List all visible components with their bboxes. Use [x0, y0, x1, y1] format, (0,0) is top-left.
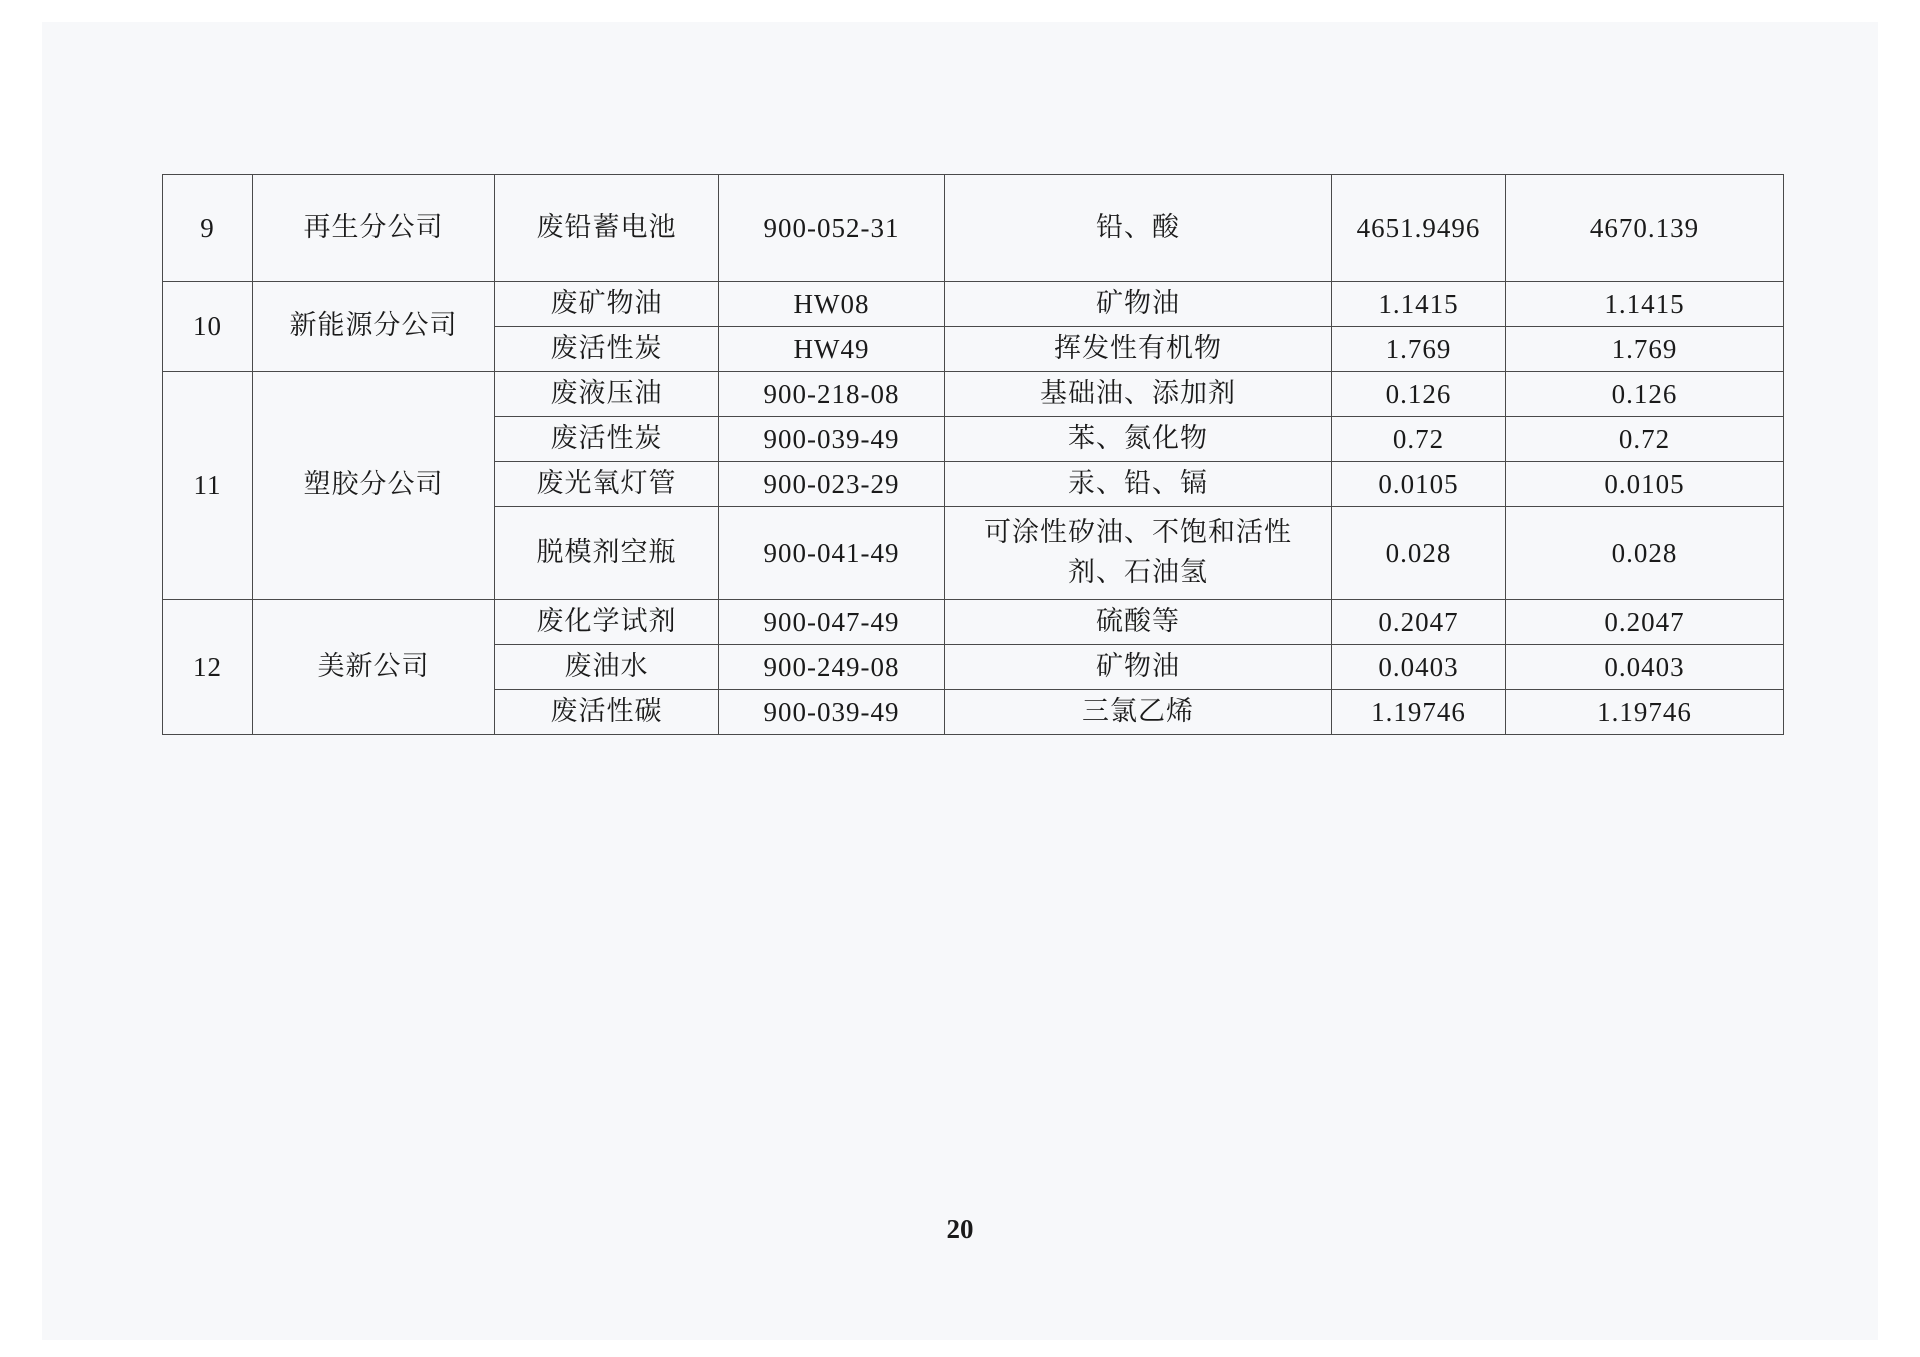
amount-b: 0.126: [1506, 372, 1784, 417]
waste-components: 矿物油: [945, 282, 1332, 327]
amount-b: 1.19746: [1506, 690, 1784, 735]
amount-a: 1.19746: [1332, 690, 1506, 735]
waste-name: 废光氧灯管: [495, 462, 719, 507]
waste-name: 废活性碳: [495, 690, 719, 735]
waste-name: 废矿物油: [495, 282, 719, 327]
amount-b: 0.2047: [1506, 600, 1784, 645]
waste-components: 汞、铅、镉: [945, 462, 1332, 507]
amount-b: 0.0403: [1506, 645, 1784, 690]
waste-name: 废铅蓄电池: [495, 175, 719, 282]
company-name: 新能源分公司: [253, 282, 495, 372]
waste-components: 矿物油: [945, 645, 1332, 690]
waste-components: 挥发性有机物: [945, 327, 1332, 372]
waste-code: HW49: [719, 327, 945, 372]
amount-a: 0.2047: [1332, 600, 1506, 645]
amount-a: 0.0105: [1332, 462, 1506, 507]
waste-components: 苯、氮化物: [945, 417, 1332, 462]
waste-components: 硫酸等: [945, 600, 1332, 645]
waste-name: 废化学试剂: [495, 600, 719, 645]
table-row: [163, 600, 1784, 645]
waste-name: 废油水: [495, 645, 719, 690]
page-number: 20: [946, 1214, 974, 1244]
waste-name: 脱模剂空瓶: [495, 507, 719, 600]
amount-a: 0.028: [1332, 507, 1506, 600]
waste-components: 可涂性矽油、不饱和活性剂、石油氢: [945, 507, 1332, 600]
row-index: 11: [163, 372, 253, 600]
amount-a: 0.0403: [1332, 645, 1506, 690]
table-row: [163, 282, 1784, 327]
row-index: 10: [163, 282, 253, 372]
waste-code: 900-218-08: [719, 372, 945, 417]
waste-code: 900-047-49: [719, 600, 945, 645]
table-row: [163, 175, 1784, 282]
waste-components: 三氯乙烯: [945, 690, 1332, 735]
waste-components: 基础油、添加剂: [945, 372, 1332, 417]
waste-code: 900-249-08: [719, 645, 945, 690]
amount-b: 1.769: [1506, 327, 1784, 372]
waste-components: 铅、酸: [945, 175, 1332, 282]
waste-code: 900-039-49: [719, 417, 945, 462]
row-index: 12: [163, 600, 253, 735]
waste-name: 废活性炭: [495, 417, 719, 462]
company-name: 美新公司: [253, 600, 495, 735]
amount-a: 4651.9496: [1332, 175, 1506, 282]
waste-code: 900-041-49: [719, 507, 945, 600]
waste-code: 900-052-31: [719, 175, 945, 282]
company-name: 再生分公司: [253, 175, 495, 282]
amount-a: 1.769: [1332, 327, 1506, 372]
amount-a: 1.1415: [1332, 282, 1506, 327]
amount-a: 0.126: [1332, 372, 1506, 417]
waste-name: 废活性炭: [495, 327, 719, 372]
waste-code: HW08: [719, 282, 945, 327]
table-row: [163, 372, 1784, 417]
waste-code: 900-039-49: [719, 690, 945, 735]
waste-code: 900-023-29: [719, 462, 945, 507]
amount-b: 0.0105: [1506, 462, 1784, 507]
company-name: 塑胶分公司: [253, 372, 495, 600]
row-index: 9: [163, 175, 253, 282]
hazardous-waste-table: [162, 174, 1784, 735]
amount-a: 0.72: [1332, 417, 1506, 462]
waste-name: 废液压油: [495, 372, 719, 417]
amount-b: 0.028: [1506, 507, 1784, 600]
amount-b: 4670.139: [1506, 175, 1784, 282]
amount-b: 1.1415: [1506, 282, 1784, 327]
amount-b: 0.72: [1506, 417, 1784, 462]
